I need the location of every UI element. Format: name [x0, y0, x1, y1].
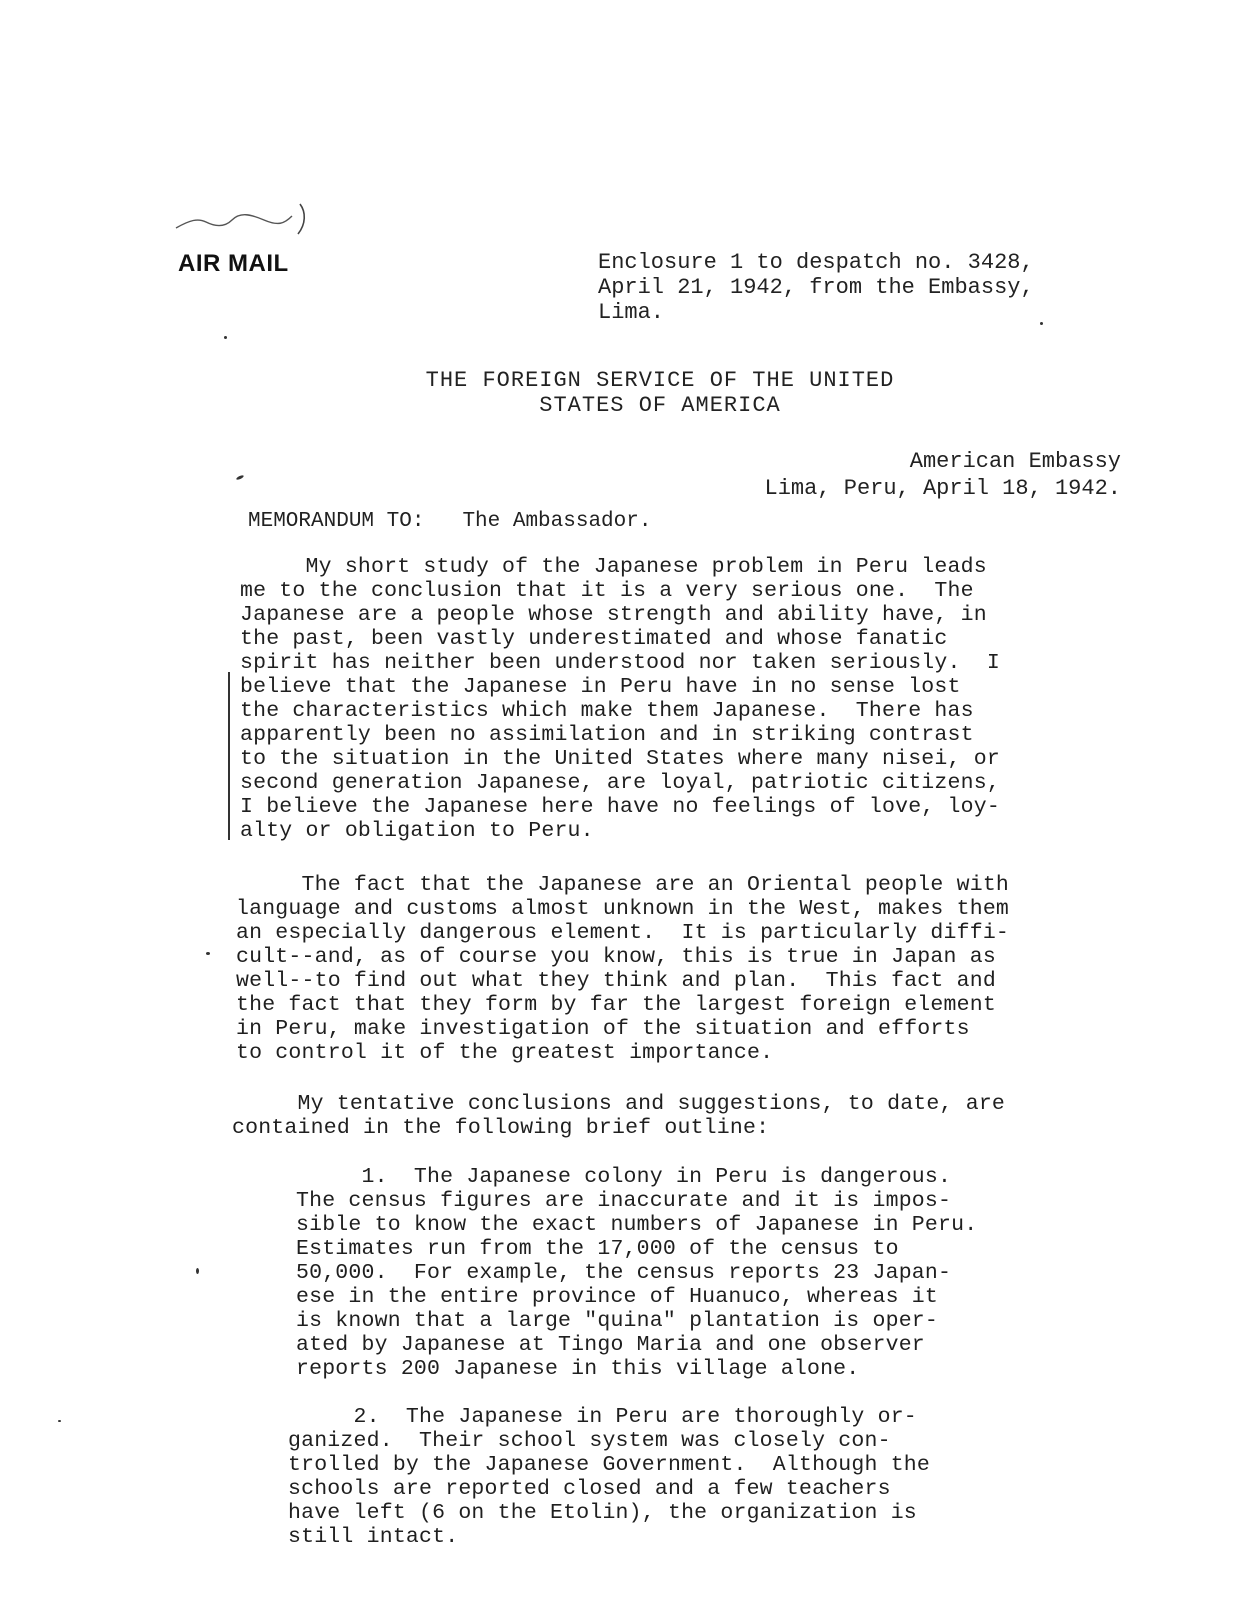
- scan-speck: [1040, 322, 1043, 325]
- air-mail-label: AIR MAIL: [178, 250, 289, 277]
- scan-speck: [236, 474, 245, 480]
- outline-item-1: 1. The Japanese colony in Peru is dangerous. The census figures are inaccurate and it is impos- sible to know the exact numbers of Japanese in Peru. Estimates run from the 17,000 of the census to 50,000. For example, the census reports 23 Japan- ese in the entire province of Huanuco, whereas it is known that a large "quina" plantation is oper- ated by Japanese at Tingo Maria and one observer reports 200 Japanese in this village alone.: [296, 1165, 978, 1381]
- enclosure-note: Enclosure 1 to despatch no. 3428, April 21, 1942, from the Embassy, Lima.: [598, 250, 1034, 325]
- handwritten-initials: [172, 198, 312, 238]
- memo-to-line: [248, 510, 651, 533]
- body-paragraph-3: My tentative conclusions and suggestions, to date, are contained in the following brief outline:: [232, 1092, 1006, 1140]
- margin-marking: [228, 672, 230, 840]
- outline-item-2: 2. The Japanese in Peru are thoroughly or- ganized. Their school system was closely con- trolled by the Japanese Government. Although the schools are reported closed and a few teachers have left (6 on the Etolin), the organization is still intact.: [288, 1405, 931, 1549]
- memo-to-label: MEMORANDUM TO:: [248, 510, 425, 533]
- scan-speck: [224, 336, 227, 339]
- scan-speck: [196, 1268, 199, 1274]
- letterhead-title: THE FOREIGN SERVICE OF THE UNITED STATES OF AMERICA: [425, 368, 895, 418]
- scan-speck: [206, 952, 210, 955]
- sender-address-date: American Embassy Lima, Peru, April 18, 1942.: [764, 449, 1121, 501]
- memo-recipient: The Ambassador.: [462, 510, 652, 533]
- body-paragraph-2: The fact that the Japanese are an Oriental people with language and customs almost unknown in the West, makes them an especially dangerous element. It is particularly diffi- cult--and, as of course you know, this is true in Japan as well--to find out what they think and plan. This fact and the fact that they form by far the largest foreign element in Peru, make investigation of the situation and efforts to control it of the greatest importance.: [236, 873, 1010, 1065]
- scan-speck: [58, 1420, 61, 1422]
- body-paragraph-1: My short study of the Japanese problem in Peru leads me to the conclusion that it is a very serious one. The Japanese are a people whose strength and ability have, in the past, been vastly underestimated and whose fanatic spirit has neither been understood nor taken seriously. I believe that the Japanese in Peru have in no sense lost the characteristics which make them Japanese. There has apparently been no assimilation and in striking contrast to the situation in the United States where many nisei, or second generation Japanese, are loyal, patriotic citizens, I believe the Japanese here have no feelings of love, loy- alty or obligation to Peru.: [240, 555, 1000, 843]
